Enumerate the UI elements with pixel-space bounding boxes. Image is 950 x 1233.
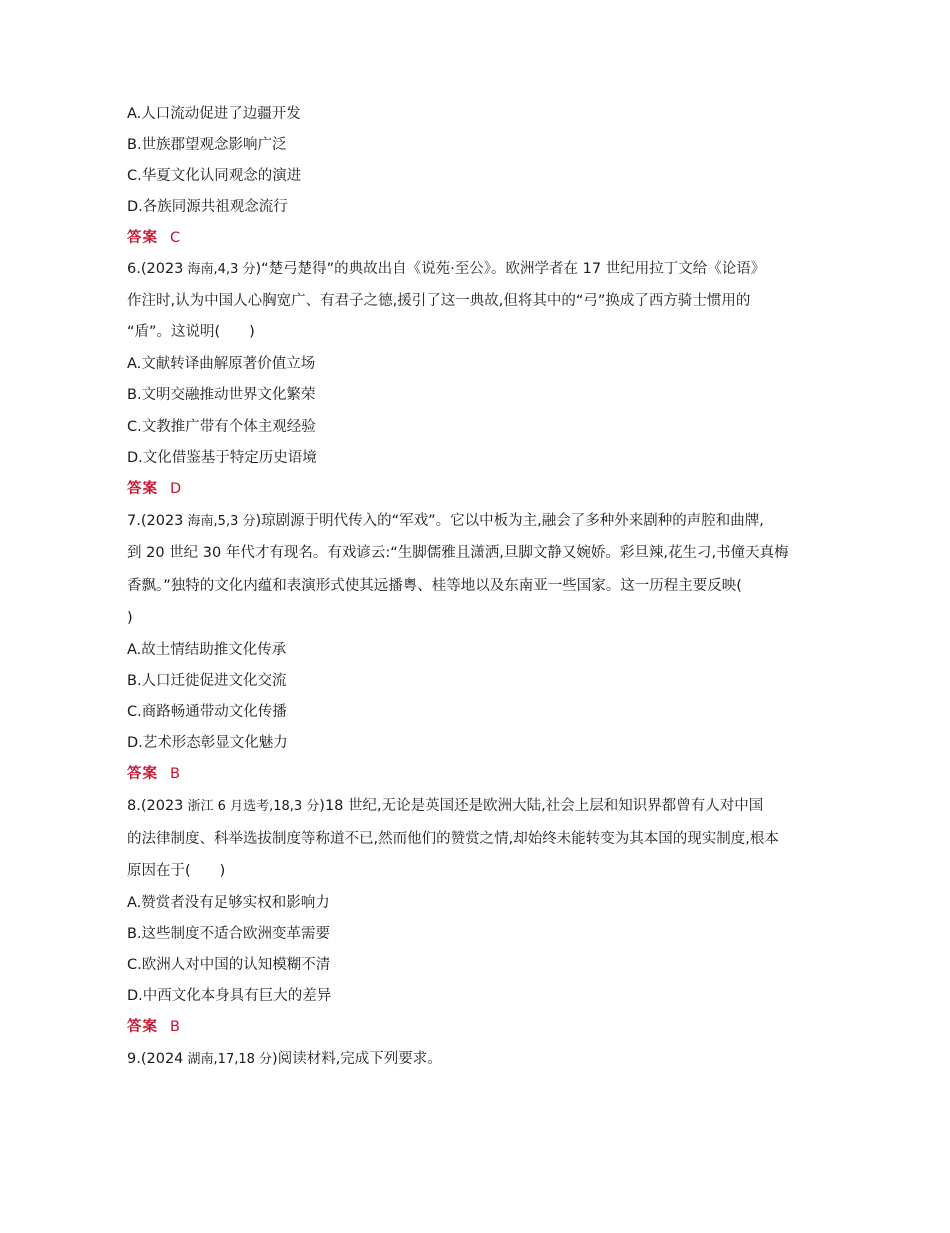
q8-stem-line-2: 的法律制度、科举选拔制度等称道不已,然而他们的赞赏之情,却始终未能转变为其本国的现实制度,根本 [127,831,779,847]
question-year: 2023 [146,513,184,529]
answer-label: 答案 [127,1019,158,1035]
answer-value: B [170,766,180,782]
q8-stem-line-1 [127,796,827,817]
question-number: 7.( [127,513,147,529]
question-year: 2023 [146,798,184,814]
q7-option-c: C.商路畅通带动文化传播 [127,704,287,720]
q7-option-b: B.人口迁徙促进文化交流 [127,673,287,689]
question-number: 9.( [127,1051,147,1067]
question-source: 浙江 6 月选考,18,3 分 [183,799,320,814]
q6-option-a: A.文献转译曲解原著价值立场 [127,356,316,372]
answer-value: B [170,1019,180,1035]
q9-stem-line-1 [127,1049,827,1070]
question-year: 2024 [146,1051,184,1067]
answer-value: D [170,481,182,497]
question-number: 6.( [127,261,147,277]
answer-label: 答案 [127,766,158,782]
question-number: 8.( [127,798,147,814]
q6-stem-line-1 [127,259,827,280]
question-source: 湖南,17,18 分 [183,1052,273,1067]
answer-value: C [170,230,181,246]
q7-option-a: A.故土情结助推文化传承 [127,642,287,658]
question-stem: )18 世纪,无论是英国还是欧洲大陆,社会上层和知识界都曾有人对中国 [319,798,764,814]
q6-stem-line-2: 作注时,认为中国人心胸宽广、有君子之德,援引了这一典故,但将其中的“弓”换成了西方骑士惯用的 [127,293,751,309]
q6-option-c: C.文教推广带有个体主观经验 [127,419,316,435]
q6-option-d: D.文化借鉴基于特定历史语境 [127,450,317,466]
q7-stem-line-3: 香飘。”独特的文化内蕴和表演形式使其远播粤、桂等地以及东南亚一些国家。这一历程主要反映( [127,578,742,594]
q5-option-b: B.世族郡望观念影响广泛 [127,137,287,153]
q7-stem-line-4: ) [127,610,133,626]
q7-option-d: D.艺术形态彰显文化魅力 [127,735,288,751]
answer-label: 答案 [127,481,158,497]
q8-stem-line-3: 原因在于( ) [127,863,226,879]
question-stem: )“楚弓楚得”的典故出自《说苑·至公》。欧洲学者在 17 世纪用拉丁文给《论语》 [255,261,766,277]
q8-option-c: C.欧洲人对中国的认知模糊不清 [127,957,331,973]
question-source: 海南,5,3 分 [183,514,256,529]
q7-stem-line-2: 到 20 世纪 30 年代才有现名。有戏谚云:“生脚儒雅且潇洒,旦脚文静又婉娇。彩旦辣,花生刁,书僮天真梅 [127,545,789,561]
q5-option-c: C.华夏文化认同观念的演进 [127,168,302,184]
question-year: 2023 [146,261,184,277]
answer-label: 答案 [127,230,158,246]
q5-option-a: A.人口流动促进了边疆开发 [127,106,301,122]
q6-option-b: B.文明交融推动世界文化繁荣 [127,387,316,403]
q8-answer [127,1017,827,1037]
q6-answer [127,479,827,499]
q7-stem-line-1 [127,511,827,532]
q5-answer [127,228,827,248]
q6-stem-line-3: “盾”。这说明( ) [127,324,255,340]
q8-option-b: B.这些制度不适合欧洲变革需要 [127,926,331,942]
question-source: 海南,4,3 分 [183,262,256,277]
question-stem: )琼剧源于明代传入的“军戏”。它以中板为主,融会了多种外来剧种的声腔和曲牌, [255,513,764,529]
q8-option-d: D.中西文化本身具有巨大的差异 [127,988,332,1004]
q7-answer [127,764,827,784]
question-stem: )阅读材料,完成下列要求。 [272,1051,442,1067]
q5-option-d: D.各族同源共祖观念流行 [127,199,288,215]
q8-option-a: A.赞赏者没有足够实权和影响力 [127,895,330,911]
